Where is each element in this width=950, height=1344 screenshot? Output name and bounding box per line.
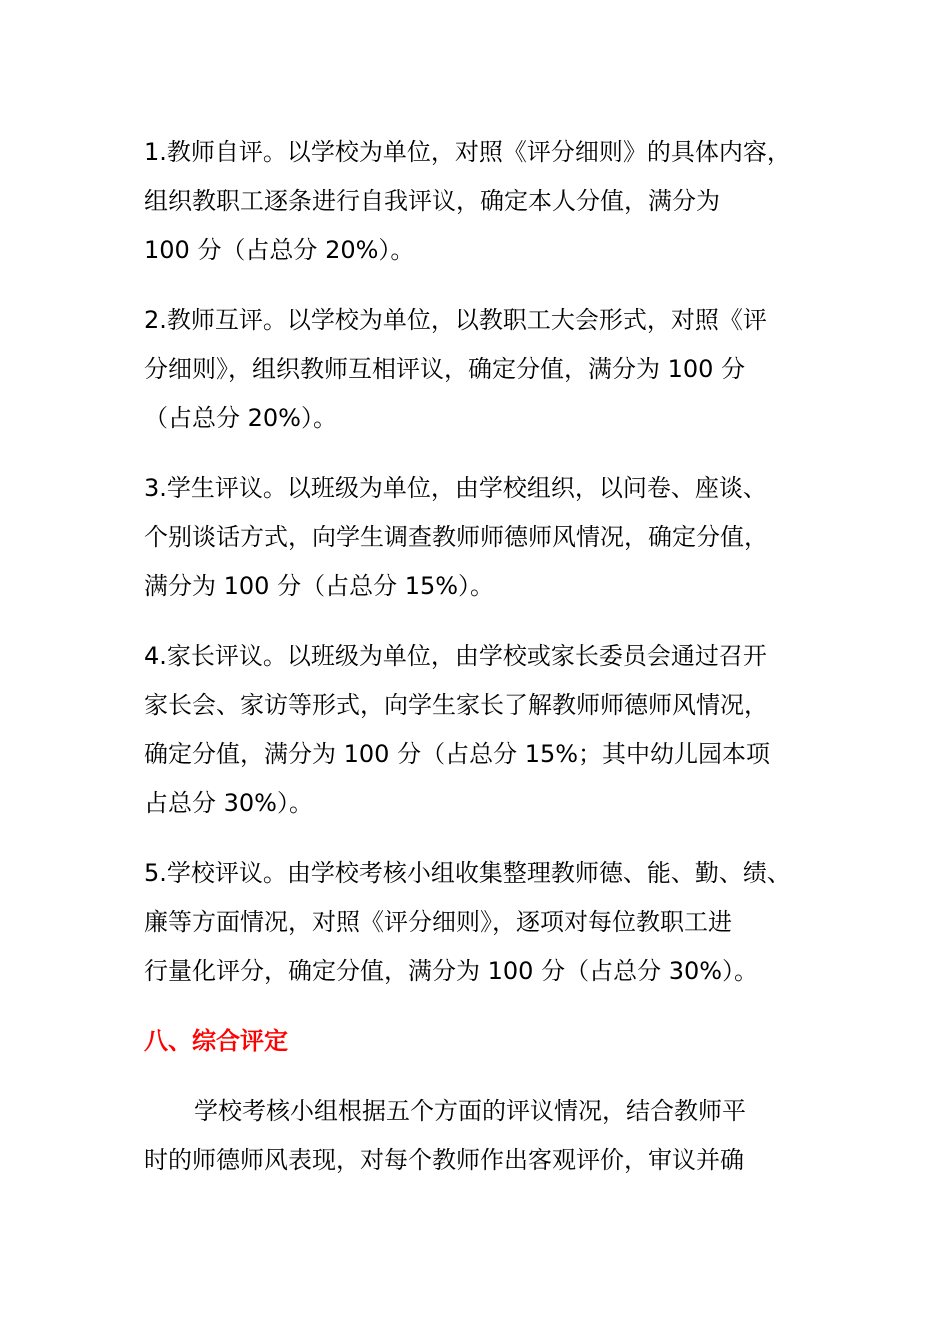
section-heading: 八、综合评定 bbox=[144, 1027, 288, 1055]
text-line: 满分为 100 分（占总分 15%）。 bbox=[144, 572, 495, 600]
text-line: 分细则》，组织教师互相评议，确定分值，满分为 100 分 bbox=[144, 355, 746, 383]
document-content bbox=[144, 128, 844, 1185]
text-line: 确定分值，满分为 100 分（占总分 15%；其中幼儿园本项 bbox=[144, 740, 771, 768]
text-line: 学校考核小组根据五个方面的评议情况，结合教师平 bbox=[194, 1097, 746, 1125]
text-line: 占总分 30%）。 bbox=[144, 789, 313, 817]
text-line: 时的师德师风表现，对每个教师作出客观评价，审议并确 bbox=[144, 1146, 744, 1174]
text-line: 100 分（占总分 20%）。 bbox=[144, 236, 415, 264]
text-line: 2.教师互评。以学校为单位，以教职工大会形式，对照《评 bbox=[144, 306, 767, 334]
text-line: 4.家长评议。以班级为单位，由学校或家长委员会通过召开 bbox=[144, 642, 767, 670]
text-line: 廉等方面情况，对照《评分细则》，逐项对每位教职工进 bbox=[144, 908, 732, 936]
text-line: 5.学校评议。由学校考核小组收集整理教师德、能、勤、绩、 bbox=[144, 859, 791, 887]
text-line: （占总分 20%）。 bbox=[144, 404, 337, 432]
text-line: 组织教职工逐条进行自我评议，确定本人分值，满分为 bbox=[144, 187, 720, 215]
section-body bbox=[144, 1087, 844, 1185]
text-line: 家长会、家访等形式，向学生家长了解教师师德师风情况， bbox=[144, 691, 768, 719]
evaluation-item-4 bbox=[144, 632, 844, 828]
text-line: 3.学生评议。以班级为单位，由学校组织，以问卷、座谈、 bbox=[144, 474, 767, 502]
text-line: 个别谈话方式，向学生调查教师师德师风情况，确定分值， bbox=[144, 523, 768, 551]
text-line: 行量化评分，确定分值，满分为 100 分（占总分 30%）。 bbox=[144, 957, 759, 985]
evaluation-item-3 bbox=[144, 464, 844, 611]
evaluation-item-1 bbox=[144, 128, 844, 275]
text-line: 1.教师自评。以学校为单位，对照《评分细则》的具体内容， bbox=[144, 138, 791, 166]
evaluation-item-5 bbox=[144, 849, 844, 996]
evaluation-item-2 bbox=[144, 296, 844, 443]
